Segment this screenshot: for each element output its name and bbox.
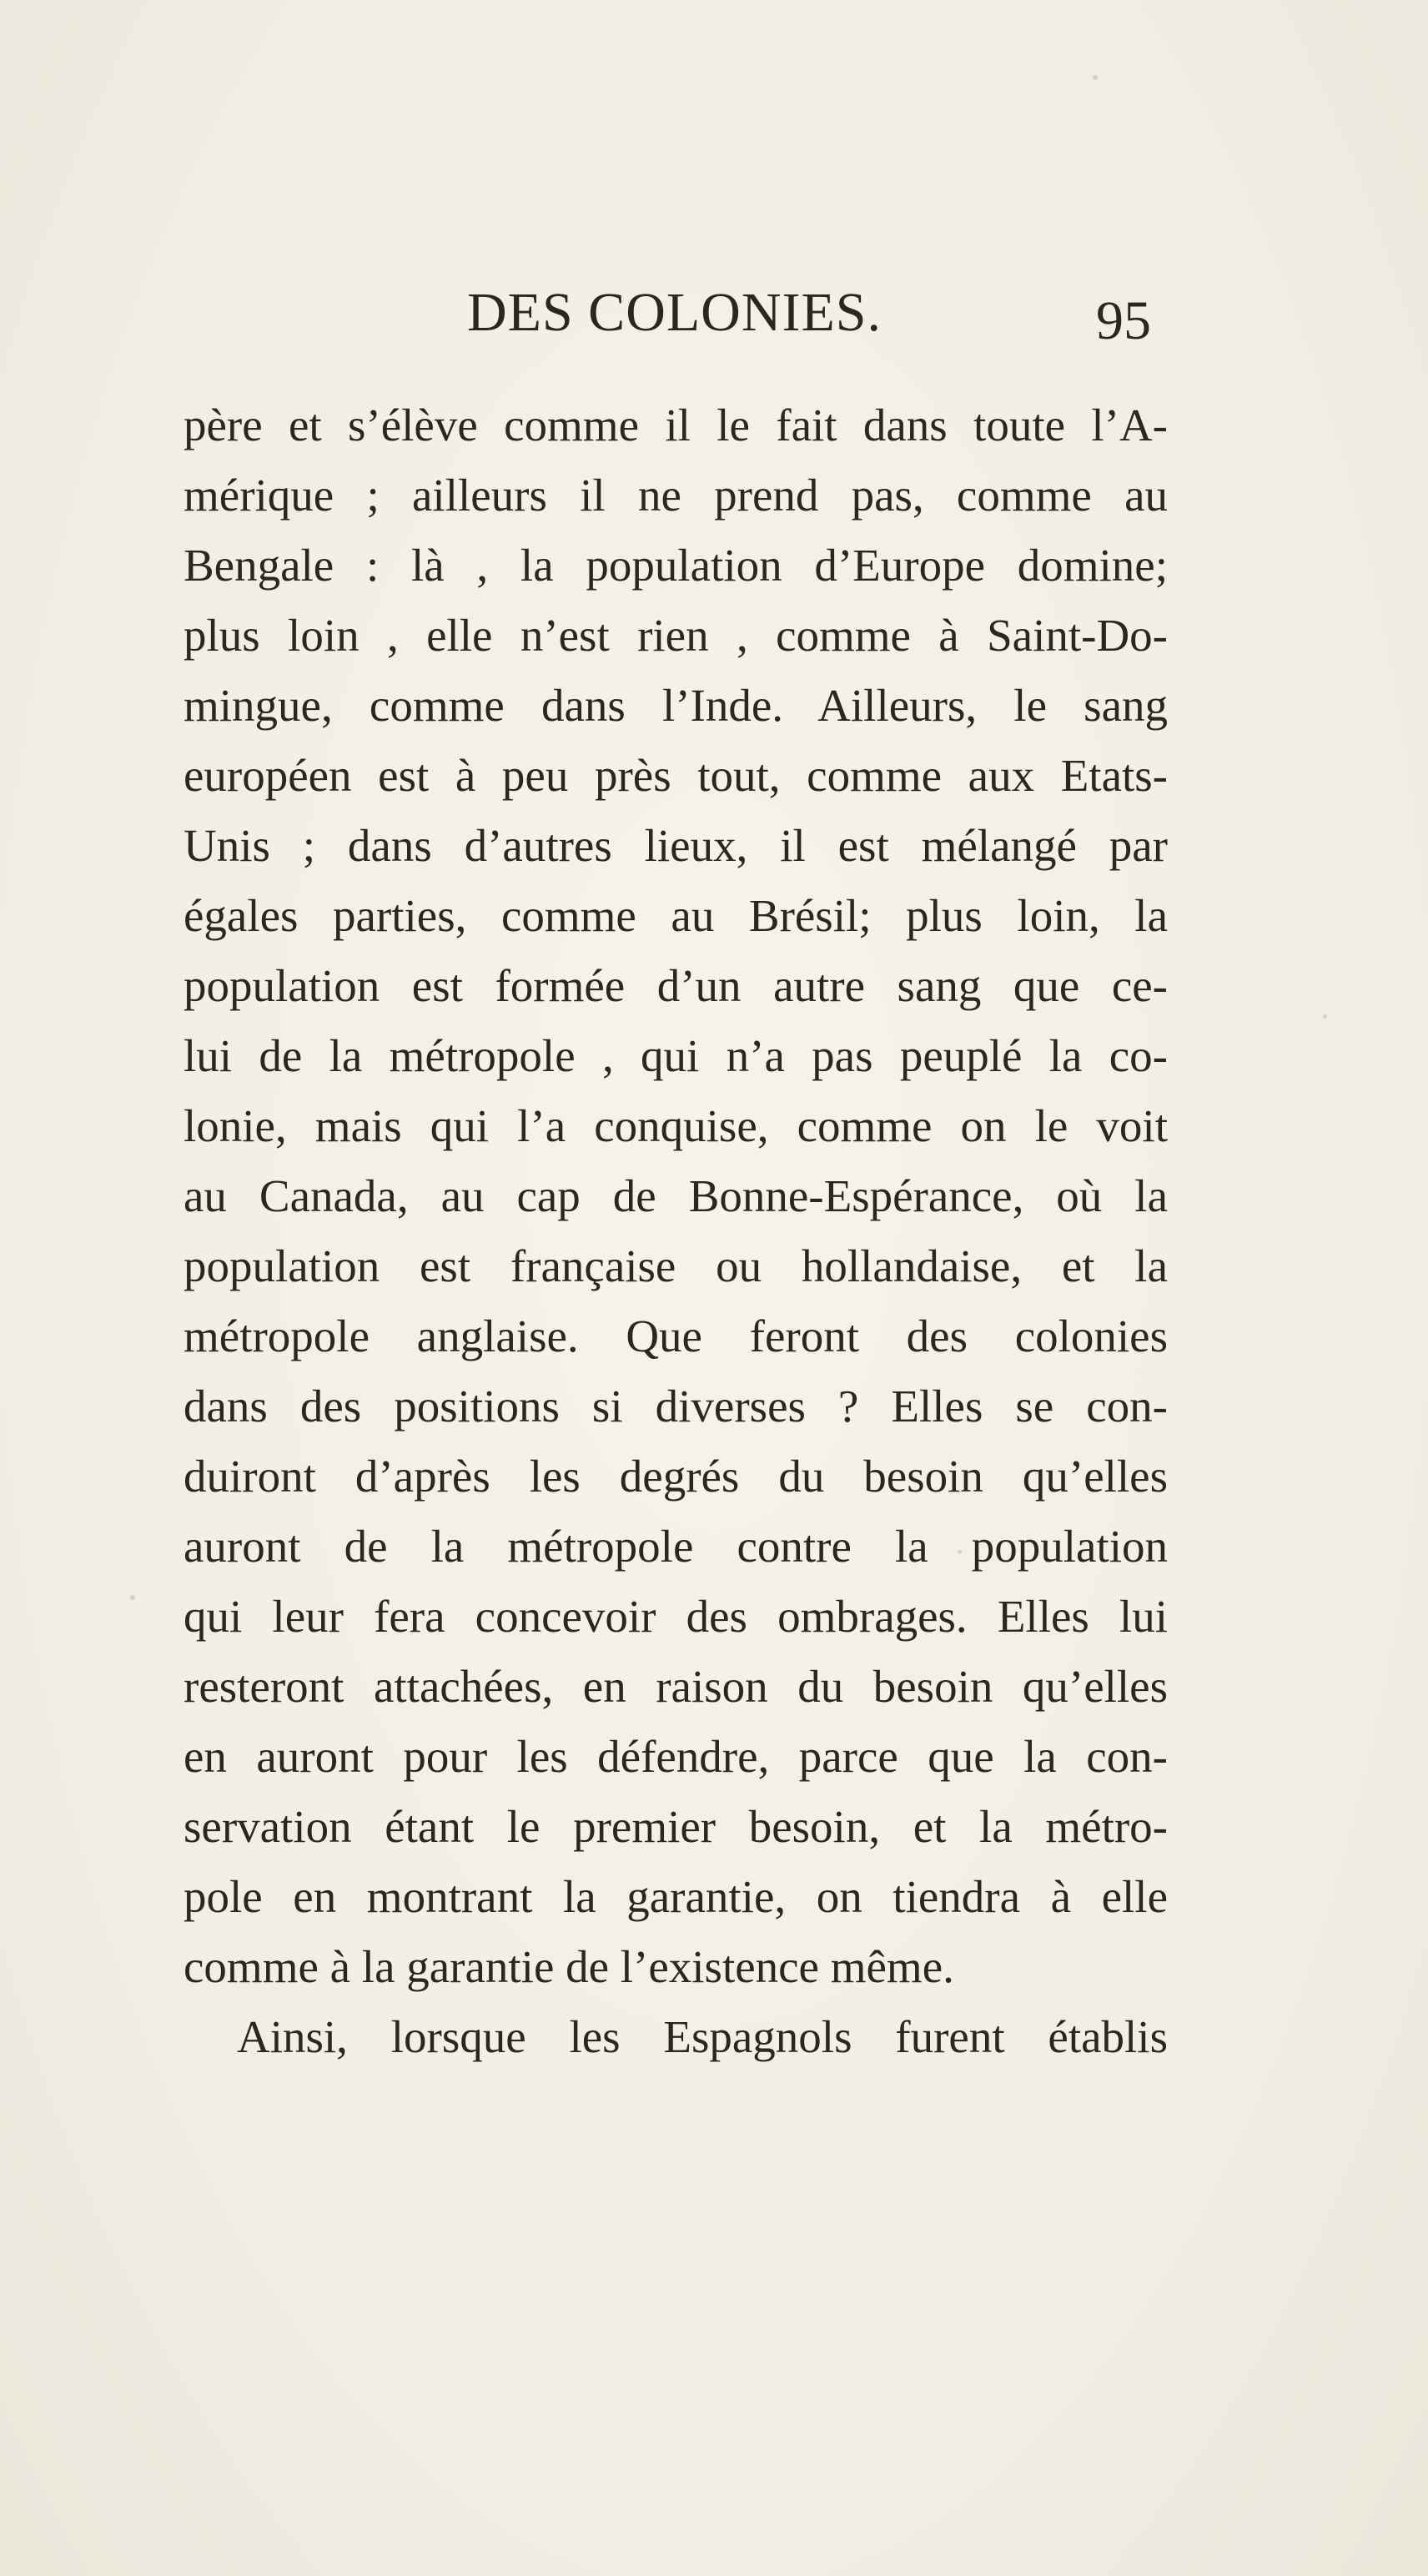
text-line: au Canada, au cap de Bonne-Espérance, où la <box>184 1170 1168 1221</box>
text-line: en auront pour les défendre, parce que la con- <box>184 1731 1168 1782</box>
text-line: population est formée d’un autre sang que ce- <box>184 960 1168 1011</box>
text-line: population est française ou hollandaise, et la <box>184 1240 1168 1291</box>
text-line: qui leur fera concevoir des ombrages. Elles lui <box>184 1591 1168 1642</box>
text-line: resteront attachées, en raison du besoin qu’elles <box>184 1661 1168 1712</box>
running-title: DES COLONIES. <box>467 282 882 343</box>
text-line: comme à la garantie de l’existence même. <box>184 1941 954 1992</box>
running-head <box>184 275 1168 350</box>
text-line: mérique ; ailleurs il ne prend pas, comme au <box>184 470 1168 521</box>
body-text <box>184 390 1168 2072</box>
text-line: duiront d’après les degrés du besoin qu’elles <box>184 1451 1168 1502</box>
text-line: mingue, comme dans l’Inde. Ailleurs, le sang <box>184 680 1168 731</box>
text-line: égales parties, comme au Brésil; plus loin, la <box>184 890 1168 941</box>
paper-speck <box>130 1595 135 1600</box>
text-line: lui de la métropole , qui n’a pas peuplé la co- <box>184 1030 1168 1081</box>
text-line: Bengale : là , la population d’Europe domine; <box>184 540 1168 591</box>
text-line: métropole anglaise. Que feront des colonies <box>184 1311 1168 1361</box>
text-line: servation étant le premier besoin, et la métro- <box>184 1801 1168 1852</box>
text-line: plus loin , elle n’est rien , comme à Saint-Do- <box>184 610 1168 661</box>
text-line: lonie, mais qui l’a conquise, comme on le voit <box>184 1100 1168 1151</box>
text-line: père et s’élève comme il le fait dans toute l’A- <box>184 400 1168 450</box>
text-line: Ainsi, lorsque les Espagnols furent établis <box>237 2011 1168 2062</box>
paper-speck <box>1093 75 1098 80</box>
text-line: européen est à peu près tout, comme aux Etats- <box>184 750 1168 801</box>
page-number: 95 <box>1096 290 1151 351</box>
text-line: Unis ; dans d’autres lieux, il est mélangé par <box>184 820 1168 871</box>
paper-speck <box>1323 1014 1327 1019</box>
text-line: auront de la métropole contre la population <box>184 1521 1168 1572</box>
text-line: pole en montrant la garantie, on tiendra à elle <box>184 1871 1168 1922</box>
text-line: dans des positions si diverses ? Elles se con- <box>184 1381 1168 1431</box>
